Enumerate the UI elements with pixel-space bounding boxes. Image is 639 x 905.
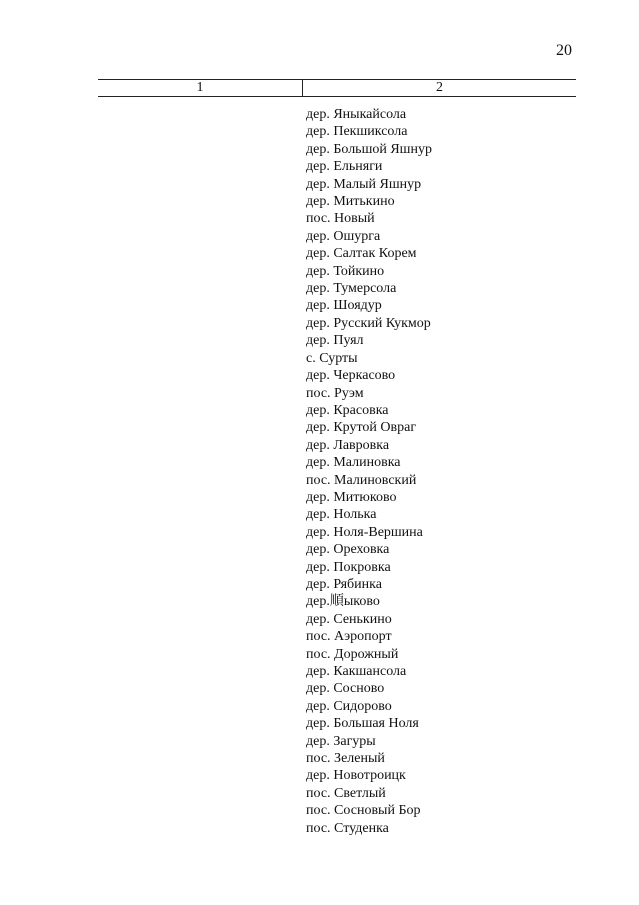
list-item: пос. Аэропорт — [306, 629, 392, 645]
table-column-2-header: 2 — [436, 80, 443, 95]
list-item: дер. Русский Кукмор — [306, 315, 431, 331]
list-item: дер. Сенькино — [306, 611, 392, 627]
list-item: дер. Яныкайсола — [306, 107, 407, 122]
list-item: дер. Пуял — [306, 333, 364, 349]
list-item: дер. Ошурга — [306, 228, 381, 244]
table-header — [98, 79, 576, 97]
list-item: пос. Руэм — [306, 385, 364, 401]
list-item: дер. Большой Яшнур — [306, 141, 432, 157]
list-item: дер. Тумерсола — [306, 281, 397, 297]
list-item: дер. Новотроицк — [306, 768, 406, 784]
table-column-1-header: 1 — [196, 80, 204, 95]
list-item: дер. Крутой Овраг — [306, 420, 417, 436]
list-item: пос. Новый — [306, 211, 375, 227]
list-item: пос. Дорожный — [306, 646, 399, 662]
list-item: дер. Нолька — [306, 507, 377, 523]
list-item: дер. Малиновка — [306, 455, 401, 471]
list-item: пос. Светлый — [306, 785, 386, 801]
list-item: дер. Покровка — [306, 559, 391, 575]
list-item: дер. Шоядур — [306, 298, 382, 314]
list-item: дер. Рябинка — [306, 576, 382, 592]
list-item: дер. Митюково — [306, 489, 397, 505]
list-item: дер. Тойкино — [306, 263, 385, 279]
list-item: дер. Ореховка — [306, 542, 390, 558]
list-item: с. Сурты — [306, 350, 358, 366]
list-item: дер. Митькино — [306, 194, 395, 210]
list-item: дер. Какшансола — [306, 664, 407, 679]
page-number: 20 — [556, 42, 572, 59]
list-item: дер. Ельняги — [306, 159, 383, 175]
list-item: дер. Черкасово — [306, 368, 396, 384]
list-item: пос. Зеленый — [306, 751, 385, 767]
list-item: пос. Студенка — [306, 820, 389, 836]
list-item: дер. Салтак Корем — [306, 246, 417, 262]
list-item: дер. Пекшиксола — [306, 124, 408, 140]
list-item: дер. Малый Яшнур — [306, 176, 422, 192]
settlement-list — [306, 106, 432, 837]
list-item: дер. Красовка — [306, 402, 389, 418]
list-item: дер. Сосново — [306, 681, 385, 697]
list-item: дер. Лавровка — [306, 437, 390, 453]
list-item: пос. Сосновый Бор — [306, 803, 421, 819]
list-item: пос. Малиновский — [306, 472, 417, 488]
list-item: дер. Ноля-Вершина — [306, 524, 423, 540]
list-item: дер. Сидорово — [306, 698, 392, 714]
list-item: дер. Загуры — [306, 733, 376, 749]
list-item: дер.順ыково — [306, 594, 380, 610]
list-item: дер. Большая Ноля — [306, 716, 419, 732]
